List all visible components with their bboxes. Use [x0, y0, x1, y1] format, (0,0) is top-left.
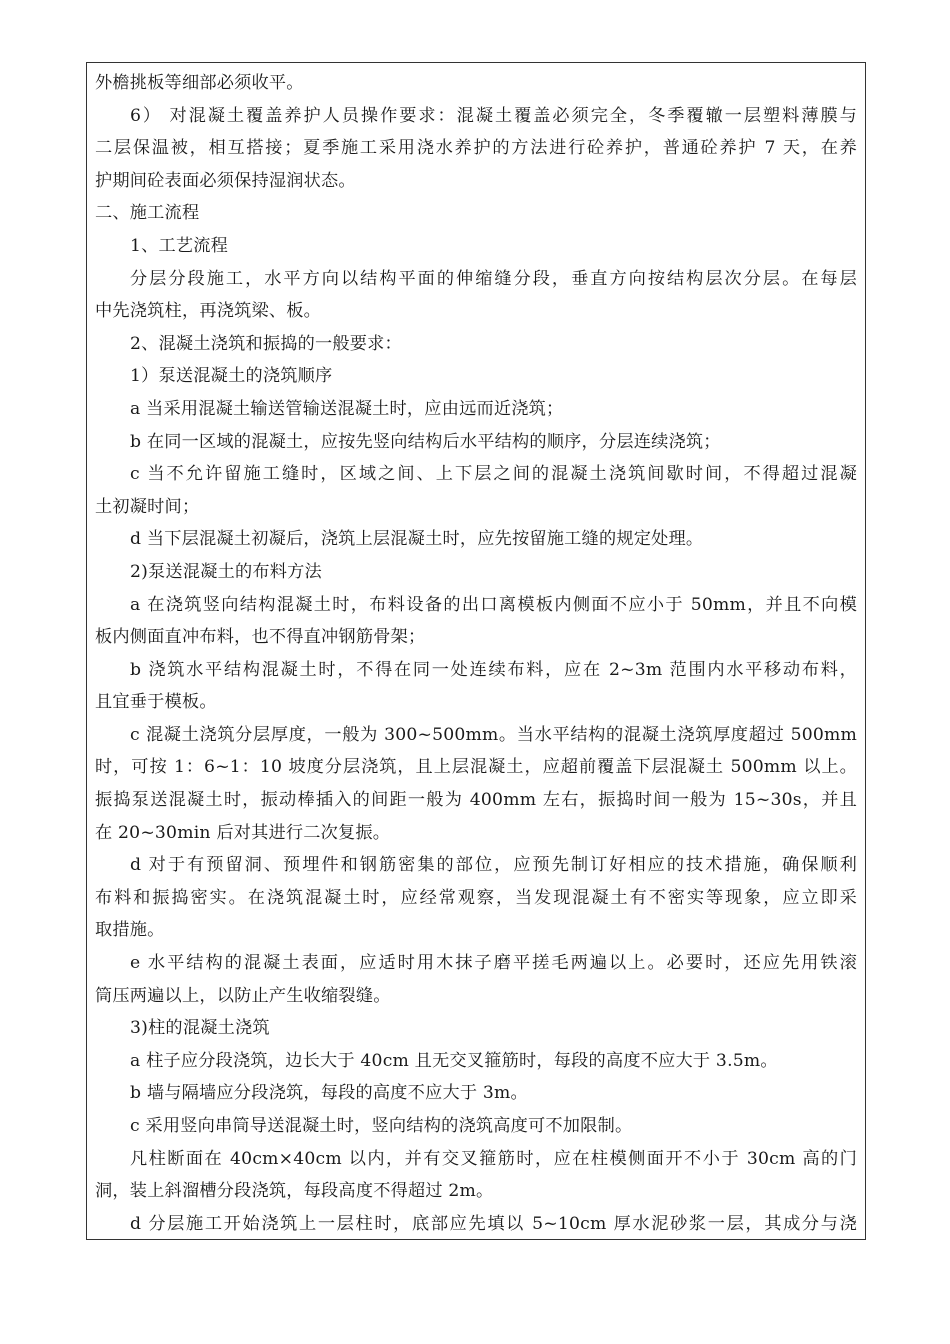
text-line: 1）泵送混凝土的浇筑顺序	[130, 366, 333, 387]
text-line: 土初凝时间；	[95, 496, 200, 517]
text-line: d 当下层混凝土初凝后，浇筑上层混凝土时，应先按留施工缝的规定处理。	[130, 529, 704, 550]
text-line: c 采用竖向串筒导送混凝土时，竖向结构的浇筑高度可不加限制。	[130, 1116, 633, 1136]
text-line: 取措施。	[95, 920, 165, 941]
text-line: 筒压两遍以上，以防止产生收缩裂缝。	[95, 985, 391, 1006]
text-line: a 在浇筑竖向结构混凝土时，布料设备的出口离模板内侧面不应小于 50mm，并且不向模	[130, 594, 857, 615]
document-body	[87, 63, 865, 1240]
text-line: b 浇筑水平结构混凝土时，不得在同一处连续布料，应在 2~3m 范围内水平移动布料，	[130, 659, 857, 680]
text-line: 在 20~30min 后对其进行二次复振。	[95, 822, 391, 843]
text-line: 洞，装上斜溜槽分段浇筑，每段高度不得超过 2m。	[95, 1181, 494, 1202]
text-line: 二层保温被，相互搭接；夏季施工采用浇水养护的方法进行砼养护，普通砼养护 7 天，在养	[95, 138, 857, 159]
text-line: 凡柱断面在 40cm×40cm 以内，并有交叉箍筋时，应在柱模侧面开不小于 30cm 高的门	[130, 1148, 857, 1169]
text-line: 3)柱的混凝土浇筑	[130, 1018, 270, 1039]
text-line: 2)泵送混凝土的布料方法	[130, 561, 322, 582]
text-line: a 柱子应分段浇筑，边长大于 40cm 且无交叉箍筋时，每段的高度不应大于 3.5m。	[130, 1050, 778, 1071]
text-line: 6） 对混凝土覆盖养护人员操作要求：混凝土覆盖必须完全，冬季覆辙一层塑料薄膜与	[130, 105, 857, 126]
text-line: 外檐挑板等细部必须收平。	[95, 73, 304, 93]
document-frame	[86, 62, 866, 1240]
text-line: 二、施工流程	[95, 203, 200, 224]
text-line: 护期间砼表面必须保持湿润状态。	[95, 170, 356, 191]
text-line: 1、工艺流程	[130, 235, 229, 256]
text-line: 中先浇筑柱，再浇筑梁、板。	[95, 301, 322, 322]
text-line: d 分层施工开始浇筑上一层柱时，底部应先填以 5~10cm 厚水泥砂浆一层，其成分与浇	[130, 1213, 857, 1234]
text-line: 板内侧面直冲布料，也不得直冲钢筋骨架；	[95, 627, 426, 648]
text-line: 布料和振捣密实。在浇筑混凝土时，应经常观察，当发现混凝土有不密实等现象，应立即采	[95, 887, 857, 908]
text-line: b 在同一区域的混凝土，应按先竖向结构后水平结构的顺序，分层连续浇筑；	[130, 431, 721, 452]
text-line: 振捣泵送混凝土时，振动棒插入的间距一般为 400mm 左右，振捣时间一般为 15~30s，并且	[95, 790, 857, 811]
text-line: b 墙与隔墙应分段浇筑，每段的高度不应大于 3m。	[130, 1083, 528, 1104]
text-line: a 当采用混凝土输送管输送混凝土时，应由远而近浇筑；	[130, 398, 564, 419]
text-line: 且宜垂于模板。	[95, 692, 217, 713]
text-line: 2、混凝土浇筑和振捣的一般要求：	[130, 333, 402, 354]
text-line: d 对于有预留洞、预埋件和钢筋密集的部位，应预先制订好相应的技术措施，确保顺利	[130, 855, 857, 876]
text-line: e 水平结构的混凝土表面，应适时用木抹子磨平搓毛两遍以上。必要时，还应先用铁滚	[130, 953, 857, 974]
text-line: c 混凝土浇筑分层厚度，一般为 300~500mm。当水平结构的混凝土浇筑厚度超过 500mm	[130, 724, 857, 745]
text-line: 时，可按 1：6~1：10 坡度分层浇筑，且上层混凝土，应超前覆盖下层混凝土 500mm 以上。	[95, 757, 857, 778]
text-line: 分层分段施工，水平方向以结构平面的伸缩缝分段，垂直方向按结构层次分层。在每层	[130, 268, 857, 289]
text-line: c 当不允许留施工缝时，区域之间、上下层之间的混凝土浇筑间歇时间，不得超过混凝	[130, 464, 857, 485]
